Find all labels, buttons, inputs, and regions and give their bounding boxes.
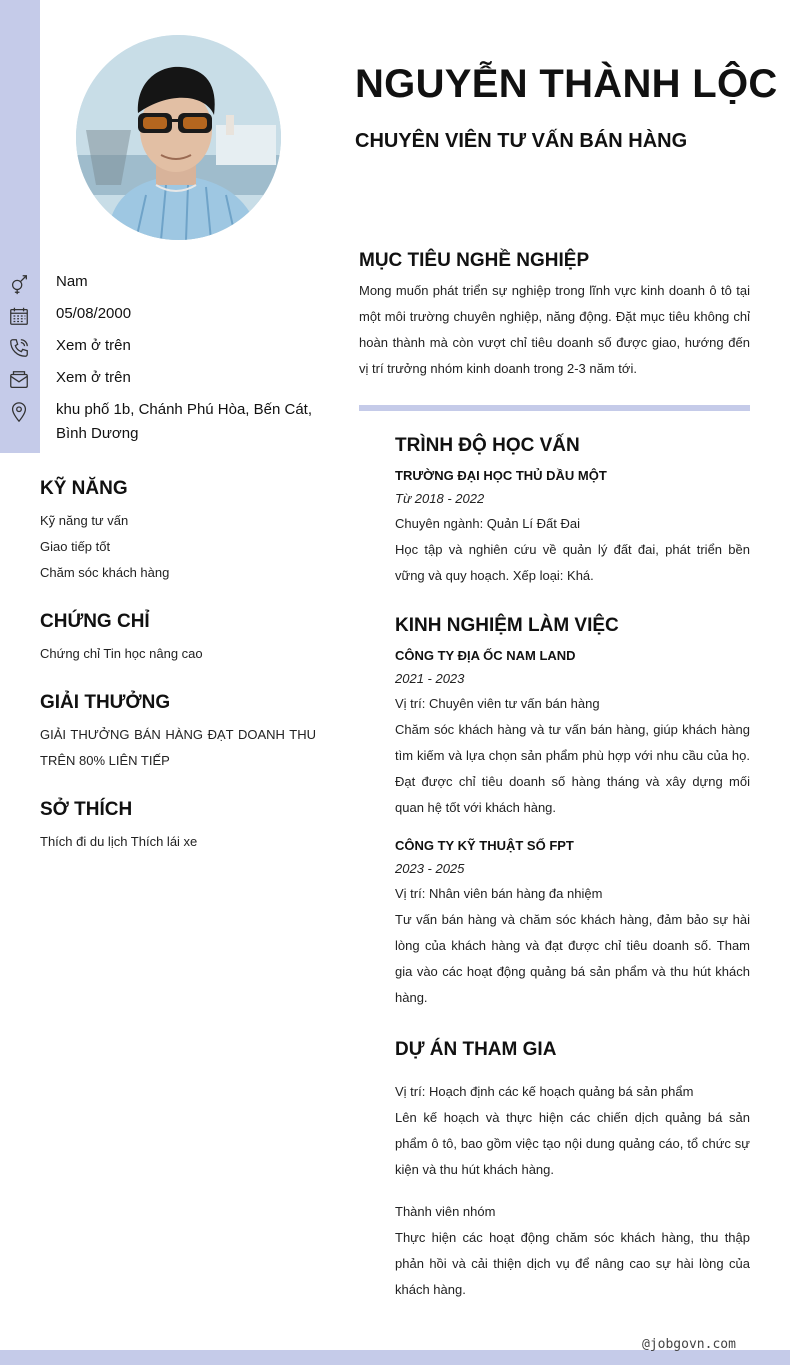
contact-email: Xem ở trên: [56, 369, 131, 386]
mail-icon: [8, 369, 30, 391]
skill-item: Chăm sóc khách hàng: [40, 565, 170, 580]
skills-title: KỸ NĂNG: [40, 478, 128, 499]
objective-text: Mong muốn phát triển sự nghiệp trong lĩnh vực kinh doanh ô tô tại một môi trường chuyên nghiệp, năng động. Đặt mục tiêu không chỉ hoàn thành mà còn vượt chỉ tiêu doanh số được giao, hướng đến vị trí trưởng nhóm kinh doanh trong 2-3 năm tới.: [359, 283, 750, 376]
section-divider: [359, 405, 750, 411]
watermark: @jobgovn.com: [642, 1337, 736, 1352]
hobby-item: Thích đi du lịch Thích lái xe: [40, 834, 198, 849]
location-pin-icon: [8, 401, 30, 423]
hobbies-section: [40, 799, 316, 855]
education-desc: Học tập và nghiên cứu về quản lý đất đai, phát triển bền vững và quy hoạch. Xếp loại: Khá.: [395, 542, 750, 583]
awards-title: GIẢI THƯỞNG: [40, 692, 171, 713]
calendar-icon: [8, 305, 30, 327]
objective-title: MỤC TIÊU NGHỀ NGHIỆP: [359, 250, 590, 271]
school-name: TRƯỜNG ĐẠI HỌC THỦ DẦU MỘT: [395, 468, 607, 483]
avatar: [76, 35, 281, 240]
award-item: GIẢI THƯỞNG BÁN HÀNG ĐẠT DOANH THU: [40, 727, 316, 742]
gender-icon: [8, 273, 30, 295]
projects-section: [395, 1039, 750, 1303]
education-major: Chuyên ngành: Quản Lí Đất Đai: [395, 516, 581, 531]
awards-section: [40, 692, 316, 774]
job-entry: [395, 645, 750, 821]
project-entry: [395, 1199, 750, 1303]
candidate-name: NGUYỄN THÀNH LỘC: [355, 62, 778, 106]
job-desc: Chăm sóc khách hàng và tư vấn bán hàng, giúp khách hàng tìm kiếm và lựa chọn sản phẩm phù hợp với nhu cầu của họ. Đạt được chỉ tiêu doanh số hàng tháng và xây dựng mối quan hệ tốt với khách hàng.: [395, 722, 750, 815]
project-desc: Lên kế hoạch và thực hiện các chiến dịch quảng bá sản phẩm ô tô, bao gồm việc tạo nội dung quảng cáo, tổ chức sự kiện và thu hút khách hàng.: [395, 1110, 750, 1177]
experience-section: [395, 615, 750, 1011]
education-period: Từ 2018 - 2022: [395, 491, 485, 506]
job-period: 2023 - 2025: [395, 861, 465, 876]
phone-icon: [8, 337, 30, 359]
project-desc: Thực hiện các hoạt động chăm sóc khách hàng, thu thập phản hồi và cải thiện dịch vụ để nâng cao sự hài lòng của khách hàng.: [395, 1230, 750, 1297]
projects-title: DỰ ÁN THAM GIA: [395, 1039, 557, 1060]
candidate-role: CHUYÊN VIÊN TƯ VẤN BÁN HÀNG: [355, 130, 688, 152]
job-company: CÔNG TY KỸ THUẬT SỐ FPT: [395, 838, 574, 853]
education-title: TRÌNH ĐỘ HỌC VẤN: [395, 435, 580, 456]
project-role: Thành viên nhóm: [395, 1204, 496, 1219]
objective-section: [359, 250, 750, 382]
skills-section: [40, 478, 316, 586]
contact-address: khu phố 1b, Chánh Phú Hòa, Bến Cát, Bình Dương: [56, 401, 313, 442]
job-desc: Tư vấn bán hàng và chăm sóc khách hàng, đảm bảo sự hài lòng của khách hàng và đạt được chỉ tiêu doanh số. Tham gia vào các hoạt động quảng bá sản phẩm và thu hút khách hàng.: [395, 912, 750, 1005]
profile-photo: [76, 35, 281, 240]
job-entry: [395, 835, 750, 1011]
job-period: 2021 - 2023: [395, 671, 465, 686]
certificates-section: [40, 611, 316, 667]
experience-title: KINH NGHIỆM LÀM VIỆC: [395, 615, 619, 636]
hobbies-title: SỞ THÍCH: [40, 799, 133, 820]
contact-birthday: 05/08/2000: [56, 305, 132, 322]
job-position: Vị trí: Chuyên viên tư vấn bán hàng: [395, 696, 600, 711]
skill-item: Giao tiếp tốt: [40, 539, 111, 554]
project-entry: [395, 1079, 750, 1183]
project-role: Vị trí: Hoạch định các kế hoạch quảng bá sản phẩm: [395, 1084, 694, 1099]
award-item: TRÊN 80% LIÊN TIẾP: [40, 753, 170, 768]
certificate-item: Chứng chỉ Tin học nâng cao: [40, 646, 203, 661]
job-company: CÔNG TY ĐỊA ỐC NAM LAND: [395, 648, 576, 663]
bottom-accent-bar: [0, 1350, 790, 1365]
education-section: [395, 435, 750, 589]
contact-gender: Nam: [56, 273, 88, 290]
contact-phone: Xem ở trên: [56, 337, 131, 354]
certificates-title: CHỨNG CHỈ: [40, 611, 150, 632]
skill-item: Kỹ năng tư vấn: [40, 513, 129, 528]
job-position: Vị trí: Nhân viên bán hàng đa nhiệm: [395, 886, 603, 901]
